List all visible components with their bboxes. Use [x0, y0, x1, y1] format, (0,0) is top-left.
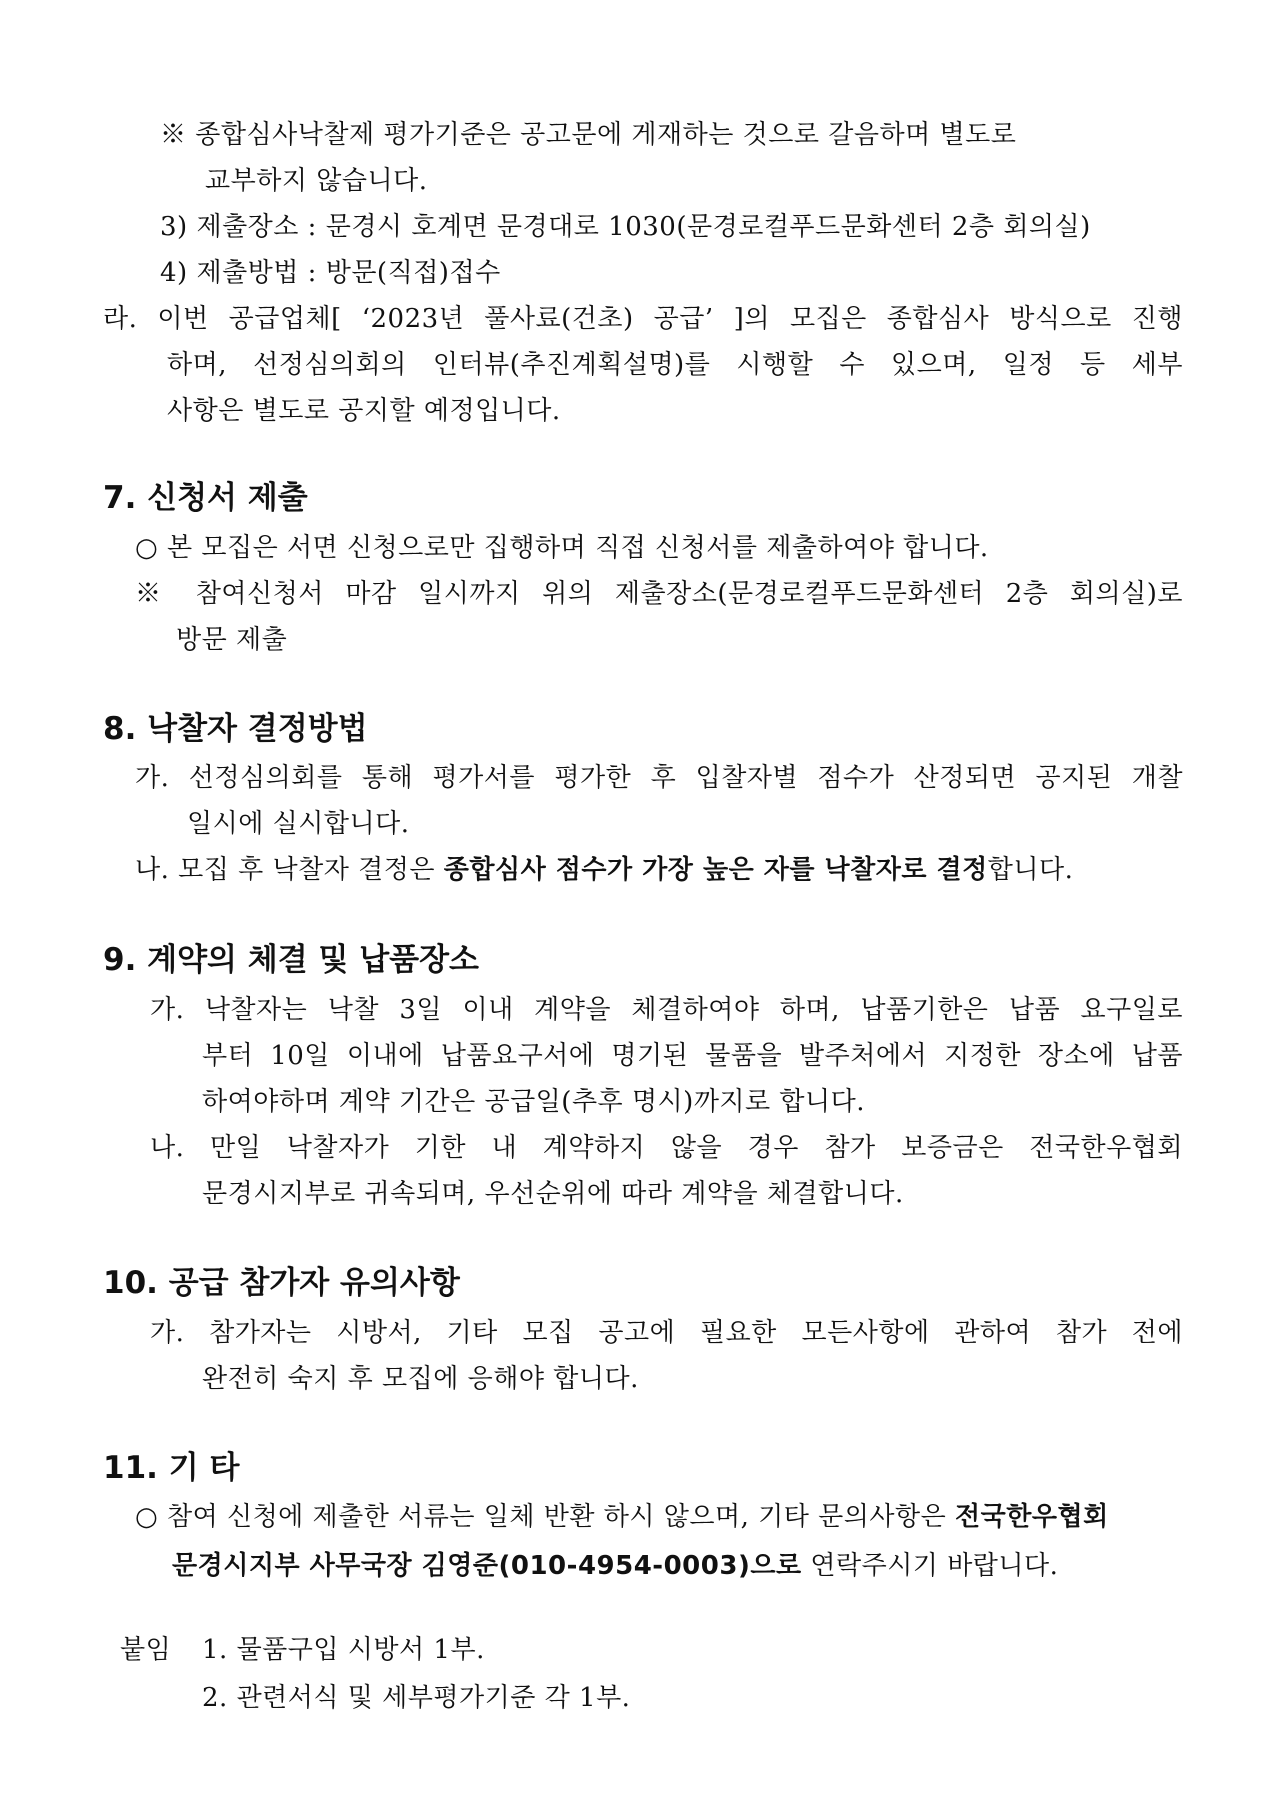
section-8-na-suffix: 합니다.: [987, 855, 1074, 885]
section-9-ga-line2: 부터 10일 이내에 납품요구서에 명기된 물품을 발주처에서 지정한 장소에 납품: [202, 1041, 1183, 1071]
para-ra-line3: 사항은 별도로 공지할 예정입니다.: [167, 396, 561, 426]
section-7-paragraph-1: ○ 본 모집은 서면 신청으로만 집행하며 직접 신청서를 제출하여야 합니다.: [135, 533, 989, 563]
section-8-na-prefix: 나. 모집 후 낙찰자 결정은: [135, 855, 444, 885]
section-11-line2-text: 연락주시기 바랍니다.: [801, 1551, 1059, 1581]
section-7-note-line1: ※ 참여신청서 마감 일시까지 위의 제출장소(문경로컬푸드문화센터 2층 회의실)로: [135, 579, 1183, 609]
para-ra-line1: 라. 이번 공급업체[ ‘2023년 풀사료(건초) 공급’ ]의 모집은 종합심사 방식으로 진행: [103, 304, 1183, 334]
section-8-na-emphasis: 종합심사 점수가 가장 높은 자를 낙찰자로 결정: [443, 855, 988, 885]
section-11-contact: 문경시지부 사무국장 김영준(010-4954-0003)으로: [172, 1551, 802, 1581]
section-10-ga-line2: 완전히 숙지 후 모집에 응해야 합니다.: [202, 1364, 639, 1394]
section-7-note-line2: 방문 제출: [176, 625, 288, 655]
attachment-item-2: 2. 관련서식 및 세부평가기준 각 1부.: [202, 1683, 631, 1713]
section-10-ga-line1: 가. 참가자는 시방서, 기타 모집 공고에 필요한 모든사항에 관하여 참가 전에: [150, 1318, 1183, 1348]
attachments-label: 붙임: [120, 1635, 172, 1665]
section-9-na-line2: 문경시지부로 귀속되며, 우선순위에 따라 계약을 체결합니다.: [202, 1179, 904, 1209]
section-8-ga-line1: 가. 선정심의회를 통해 평가서를 평가한 후 입찰자별 점수가 산정되면 공지된 개찰: [135, 763, 1183, 793]
note-evaluation-criteria-line1: ※ 종합심사낙찰제 평가기준은 공고문에 게재하는 것으로 갈음하며 별도로: [160, 120, 1017, 150]
note-evaluation-criteria-line2: 교부하지 않습니다.: [205, 166, 428, 196]
section-10-title: 10. 공급 참가자 유의사항: [103, 1265, 460, 1301]
section-8-ga-line2: 일시에 실시합니다.: [187, 809, 410, 839]
section-11-title: 11. 기 타: [103, 1450, 240, 1486]
section-9-ga-line3: 하여야하며 계약 기간은 공급일(추후 명시)까지로 합니다.: [202, 1087, 866, 1117]
section-8-na: [135, 853, 1073, 887]
section-8-title: 8. 낙찰자 결정방법: [103, 711, 368, 747]
submission-place: 3) 제출장소 : 문경시 호계면 문경대로 1030(문경로컬푸드문화센터 2층 회의실): [160, 212, 1091, 242]
section-11-line1: [135, 1500, 1109, 1534]
submission-method: 4) 제출방법 : 방문(직접)접수: [160, 258, 501, 288]
section-11-org-name: 전국한우협회: [955, 1502, 1109, 1532]
section-7-title: 7. 신청서 제출: [103, 480, 308, 516]
section-9-ga-line1: 가. 낙찰자는 낙찰 3일 이내 계약을 체결하여야 하며, 납품기한은 납품 요구일로: [150, 995, 1183, 1025]
section-11-line1-text: ○ 참여 신청에 제출한 서류는 일체 반환 하시 않으며, 기타 문의사항은: [135, 1502, 955, 1532]
section-9-na-line1: 나. 만일 낙찰자가 기한 내 계약하지 않을 경우 참가 보증금은 전국한우협회: [150, 1133, 1183, 1163]
section-11-line2: [172, 1549, 1058, 1583]
para-ra-line2: 하며, 선정심의회의 인터뷰(추진계획설명)를 시행할 수 있으며, 일정 등 세부: [167, 350, 1183, 380]
attachment-item-1: 1. 물품구입 시방서 1부.: [202, 1635, 485, 1665]
section-9-title: 9. 계약의 체결 및 납품장소: [103, 942, 479, 978]
